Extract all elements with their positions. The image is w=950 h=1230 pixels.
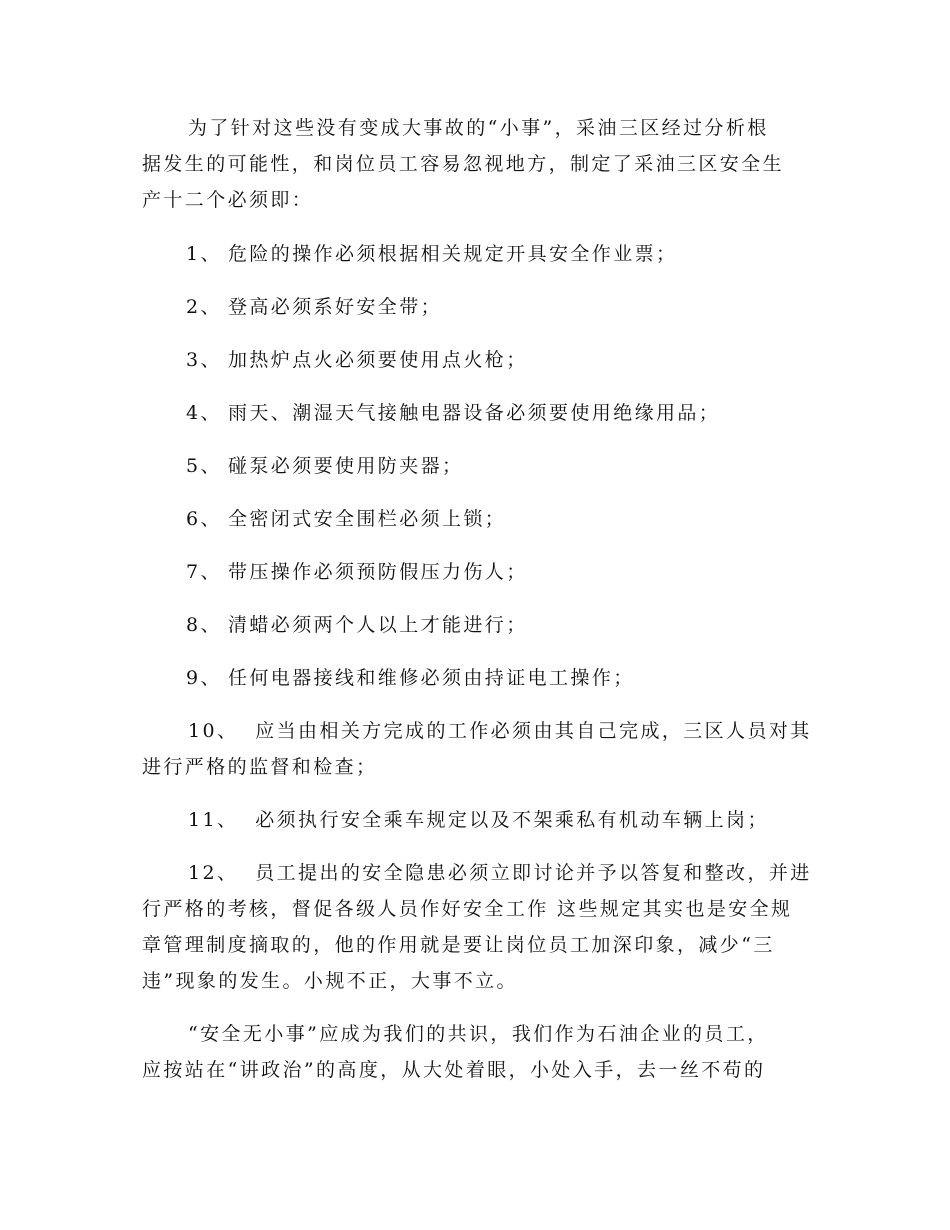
rule-number: 3、	[186, 349, 222, 371]
intro-line-2: 据发生的可能性，和岗位员工容易忽视地方，制定了采油三区安全生	[142, 153, 785, 175]
rule-12-line-1: 12、 员工提出的安全隐患必须立即讨论并予以答复和整改，并进	[188, 862, 812, 884]
rule-12-line-4: 违”现象的发生。小规不正，大事不立。	[142, 970, 518, 992]
closing-line-2: 应按站在“讲政治”的高度，从大处着眼，小处入手，去一丝不苟的	[142, 1059, 766, 1081]
rule-10-line-2: 进行严格的监督和检查；	[142, 756, 378, 778]
rule-number: 8、	[186, 614, 222, 636]
rule-text: 任何电器接线和维修必须由持证电工操作；	[228, 667, 635, 689]
rule-text: 加热炉点火必须要使用点火枪；	[228, 349, 528, 371]
intro-line-1: 为了针对这些没有变成大事故的“小事”，采油三区经过分析根	[188, 117, 769, 139]
rule-8	[186, 611, 528, 639]
rule-5	[186, 452, 463, 480]
rule-6	[186, 505, 506, 533]
rule-number: 1、	[186, 243, 222, 265]
rule-11: 11、 必须执行安全乘车规定以及不架乘私有机动车辆上岗；	[188, 809, 769, 831]
rule-number: 5、	[186, 455, 222, 477]
rule-1	[186, 240, 677, 268]
rule-number: 6、	[186, 508, 222, 530]
rule-7	[186, 558, 528, 586]
rule-number: 2、	[186, 296, 222, 318]
rule-9	[186, 664, 635, 692]
closing-line-1: “安全无小事”应成为我们的共识，我们作为石油企业的员工，	[188, 1023, 769, 1045]
rule-text: 清蜡必须两个人以上才能进行；	[228, 614, 528, 636]
rule-number: 9、	[186, 667, 222, 689]
rule-text: 雨天、潮湿天气接触电器设备必须要使用绝缘用品；	[228, 402, 721, 424]
rule-10-line-1: 10、 应当由相关方完成的工作必须由其自己完成，三区人员对其	[188, 720, 812, 742]
rule-text: 全密闭式安全围栏必须上锁；	[228, 508, 507, 530]
rule-text: 带压操作必须预防假压力伤人；	[228, 561, 528, 583]
rule-text: 危险的操作必须根据相关规定开具安全作业票；	[228, 243, 678, 265]
rule-number: 7、	[186, 561, 222, 583]
rule-text: 登高必须系好安全带；	[228, 296, 443, 318]
rule-3	[186, 346, 528, 374]
rule-12-line-3: 章管理制度摘取的，他的作用就是要让岗位员工加深印象，减少“三	[142, 934, 775, 956]
rule-2	[186, 293, 442, 321]
rule-number: 4、	[186, 402, 222, 424]
rule-12-line-2: 行严格的考核，督促各级人员作好安全工作 这些规定其实也是安全规	[142, 898, 793, 920]
intro-line-3: 产十二个必须即：	[142, 189, 314, 211]
rule-text: 碰泵必须要使用防夹器；	[228, 455, 464, 477]
rule-4	[186, 399, 720, 427]
